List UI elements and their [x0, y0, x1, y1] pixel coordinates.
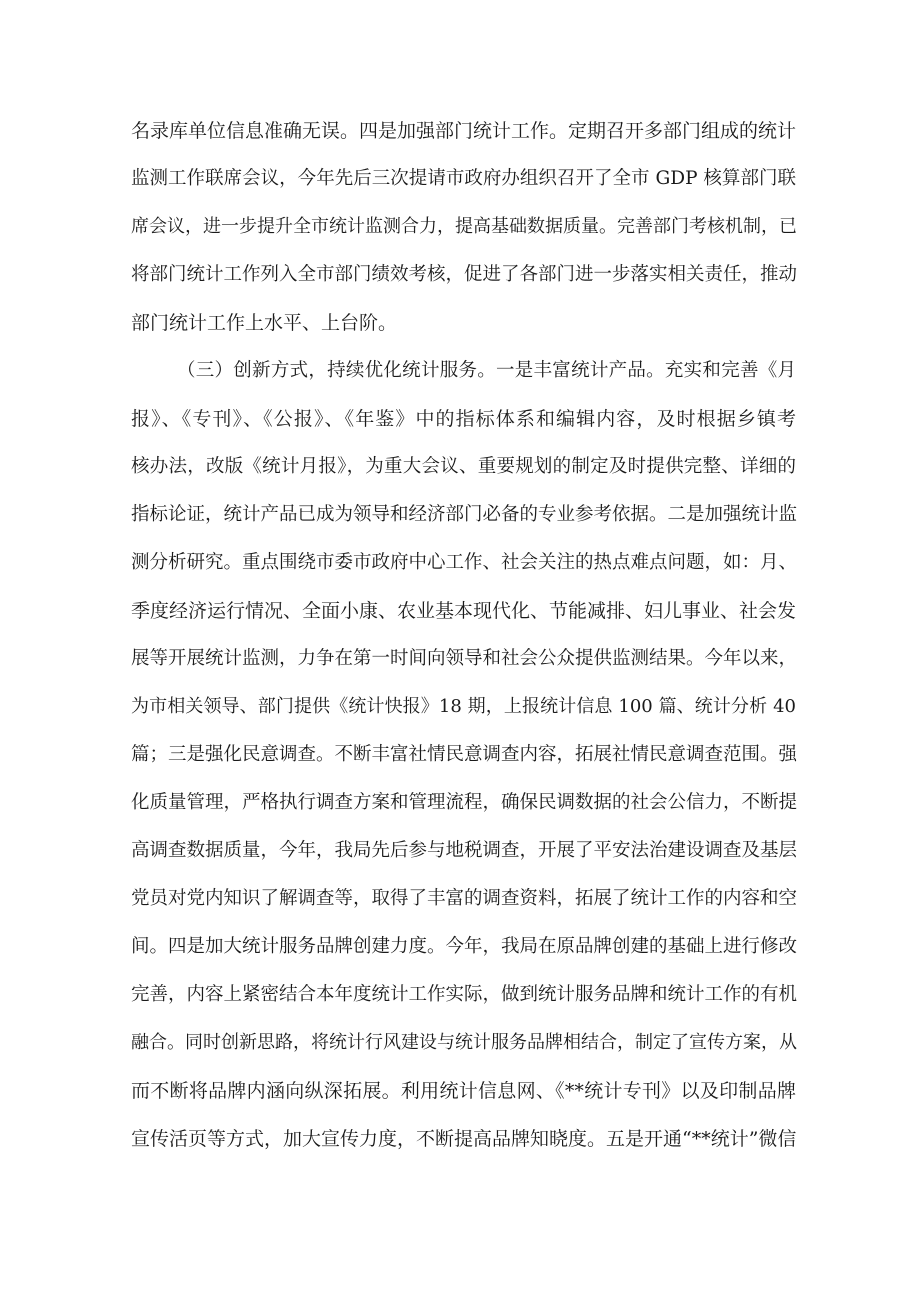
text-line: 监测工作联席会议，今年先后三次提请市政府办组织召开了全市 GDP 核算部门联	[131, 168, 796, 189]
text-line: 党员对党内知识了解调查等，取得了丰富的调查资料，拓展了统计工作的内容和空	[131, 888, 798, 909]
text-line: 为市相关领导、部门提供《统计快报》18 期，上报统计信息 100 篇、统计分析 40	[131, 696, 796, 717]
text-line: 高调查数据质量，今年，我局先后参与地税调查，开展了平安法治建设调查及基层	[131, 840, 798, 861]
text-line: 将部门统计工作列入全市部门绩效考核，促进了各部门进一步落实相关责任，推动	[131, 264, 798, 285]
text-line: 间。四是加大统计服务品牌创建力度。今年，我局在原品牌创建的基础上进行修改	[131, 936, 798, 957]
text-line: 展等开展统计监测，力争在第一时间向领导和社会公众提供监测结果。今年以来，	[131, 648, 798, 669]
text-line: 测分析研究。重点围绕市委市政府中心工作、社会关注的热点难点问题，如：月、	[131, 552, 798, 573]
text-line: 名录库单位信息准确无误。四是加强部门统计工作。定期召开多部门组成的统计	[131, 120, 797, 142]
text-line: 宣传活页等方式，加大宣传力度，不断提高品牌知晓度。五是开通“**统计”微信	[131, 1128, 797, 1150]
text-line: 席会议，进一步提升全市统计监测合力，提高基础数据质量。完善部门考核机制，已	[131, 216, 797, 237]
text-line: 化质量管理，严格执行调查方案和管理流程，确保民调数据的社会公信力，不断提	[131, 792, 798, 813]
text-line: 篇；三是强化民意调查。不断丰富社情民意调查内容，拓展社情民意调查范围。强	[131, 744, 798, 765]
text-line: 季度经济运行情况、全面小康、农业基本现代化、节能减排、妇儿事业、社会发	[131, 600, 797, 622]
text-line: 而不断将品牌内涵向纵深拓展。利用统计信息网、《**统计专刊》以及印制品牌	[131, 1080, 796, 1102]
text-line: 核办法，改版《统计月报》，为重大会议、重要规划的制定及时提供完整、详细的	[131, 456, 796, 477]
text-line: 指标论证，统计产品已成为领导和经济部门必备的专业参考依据。二是加强统计监	[131, 504, 798, 525]
text-line: 融合。同时创新思路，将统计行风建设与统计服务品牌相结合，制定了宣传方案，从	[131, 1032, 797, 1053]
paragraph-heading-line: （三）创新方式，持续优化统计服务。一是丰富统计产品。充实和完善《月	[177, 360, 796, 381]
text-line: 部门统计工作上水平、上台阶。	[131, 312, 398, 334]
text-line: 报》、《专刊》、《公报》、《年鉴》中的指标体系和编辑内容，及时根据乡镇考	[131, 408, 796, 430]
text-line: 完善，内容上紧密结合本年度统计工作实际，做到统计服务品牌和统计工作的有机	[131, 984, 798, 1005]
